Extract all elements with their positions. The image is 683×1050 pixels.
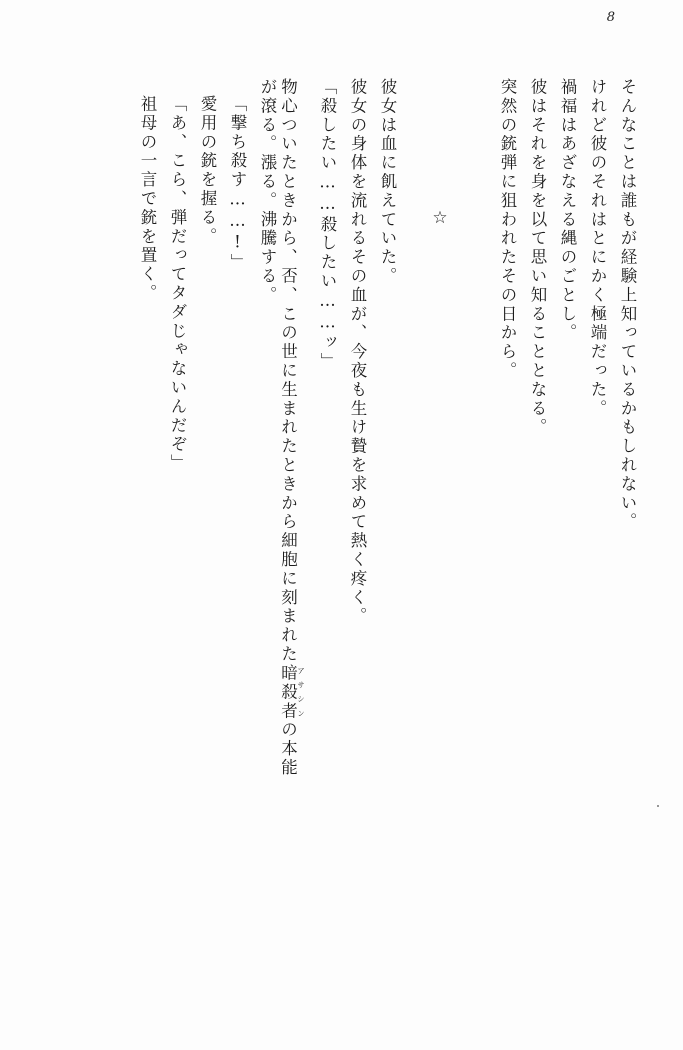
paper-speck: [657, 805, 659, 807]
text-line: 祖母の一言で銃を置く。: [138, 95, 157, 303]
text-line: 愛用の銃を握る。: [198, 95, 217, 247]
text-line: 彼女は血に飢えていた。: [378, 78, 397, 286]
ruby-reading: アサシン: [296, 663, 306, 721]
vertical-text-block: [38, 78, 635, 1022]
spacer-line: [455, 78, 485, 1022]
text-line: 彼女の身体を流れるその血が、今夜も生け贄を求めて熱く疼く。: [348, 78, 367, 627]
star-ornament: ☆: [432, 208, 448, 228]
text-line-with-ruby: [275, 78, 305, 1022]
text-line: 「あ、こら、弾だってタダじゃないんだぞ」: [168, 95, 187, 473]
text-line: 彼はそれを身を以て思い知ることとなる。: [528, 78, 547, 438]
text-line: そんなことは誰もが経験上知っているかもしれない。: [618, 78, 637, 532]
ruby-line-part-1: 物心ついたときから、否、この世に生まれたときから細胞に刻まれた: [278, 78, 298, 664]
ruby-base: 暗殺者: [278, 663, 298, 721]
spacer-line: [395, 78, 425, 1022]
text-line: けれど彼のそれはとにかく極端だった。: [588, 78, 607, 419]
assassin-ruby: [278, 663, 306, 721]
text-line: が滾る。漲る。沸騰する。: [258, 78, 277, 305]
text-line: 「殺したい……殺したい……ッ」: [318, 78, 337, 372]
ruby-line-part-2: の本能: [278, 720, 298, 778]
text-line: 突然の銃弾に狙われたその日から。: [498, 78, 517, 381]
text-line: 「撃ち殺す……!」: [228, 95, 247, 273]
page-number: 8: [606, 10, 615, 25]
text-line: 禍福はあざなえる縄のごとし。: [558, 78, 577, 343]
